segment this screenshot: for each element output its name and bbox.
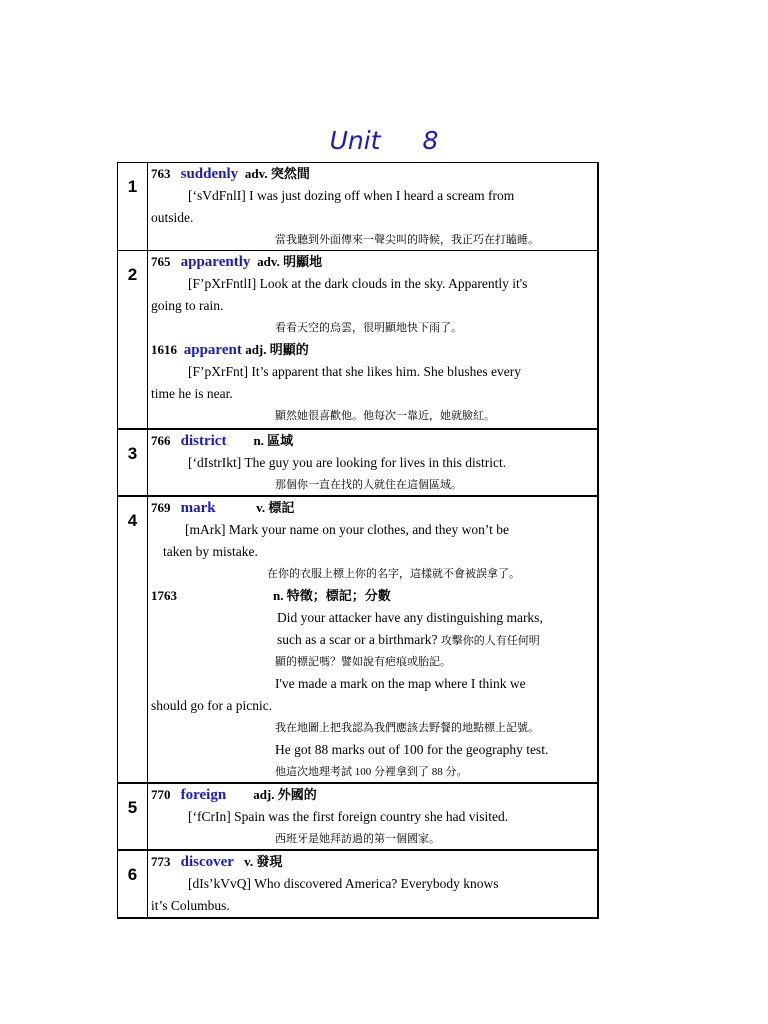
- entry-id: 770: [151, 787, 171, 802]
- entry-translation: 西班牙是她拜訪過的第一個國家。: [275, 833, 440, 845]
- entry-word: suddenly: [180, 166, 239, 182]
- row-number: 2: [118, 251, 148, 428]
- entry-translation: 當我聽到外面傳來一聲尖叫的時候，我正巧在打瞌睡。: [275, 234, 539, 246]
- entry-example-cont: outside.: [151, 210, 194, 225]
- entry-pos: n. 區域: [253, 433, 294, 448]
- entry-translation: 顯然她很喜歡他。他每次一靠近，她就臉紅。: [275, 410, 495, 422]
- entry-id: 773: [151, 854, 171, 869]
- entry-example: [151, 629, 597, 651]
- table-row: [118, 849, 597, 917]
- row-number: 5: [118, 784, 148, 849]
- entry-word: apparently: [180, 254, 251, 270]
- entry-example: [‘fCrIn] Spain was the first foreign country she had visited.: [188, 809, 509, 824]
- entry-content: [148, 251, 597, 428]
- table-row: [118, 163, 597, 250]
- entry-word: district: [180, 433, 227, 449]
- row-number: 1: [118, 163, 148, 250]
- entry-header: [151, 851, 597, 873]
- entry-pos: adj. 明顯的: [245, 342, 309, 357]
- entry-content: [148, 430, 597, 495]
- entry-translation: 看看天空的烏雲，很明顯地快下雨了。: [275, 322, 462, 334]
- entry-word: apparent: [183, 342, 242, 358]
- entry-word: mark: [180, 500, 216, 516]
- entry-example-cont: going to rain.: [151, 298, 224, 313]
- table-row: [118, 782, 597, 849]
- title-number: 8: [422, 126, 439, 155]
- entry-example: [mArk] Mark your name on your clothes, and they won’t be: [185, 522, 510, 537]
- entry-pos: n. 特徵；標記；分數: [273, 588, 391, 603]
- table-row: [118, 495, 597, 782]
- entry-example: [F’pXrFntlI] Look at the dark clouds in the sky. Apparently it's: [188, 276, 528, 291]
- entry-translation: 在你的衣服上標上你的名字，這樣就不會被誤拿了。: [267, 568, 520, 580]
- entry-header: [151, 251, 597, 273]
- entry-header: [151, 784, 597, 806]
- entry-translation: 攻擊你的人有任何明: [440, 635, 540, 647]
- entry-pos: v. 標記: [256, 500, 295, 515]
- row-number: 3: [118, 430, 148, 495]
- entry-example: Did your attacker have any distinguishing marks,: [277, 610, 543, 625]
- entry-example-cont: taken by mistake.: [163, 544, 258, 559]
- entry-example-text: such as a scar or a birthmark?: [277, 632, 438, 647]
- entry-pos: v. 發現: [244, 854, 283, 869]
- entry-translation: 我在地圖上把我認為我們應該去野餐的地點標上記號。: [275, 722, 539, 734]
- entry-content: [148, 163, 597, 250]
- entry-pos: adj. 外國的: [253, 787, 317, 802]
- vocabulary-table: [117, 162, 599, 919]
- entry-pos: adv. 突然間: [244, 166, 310, 181]
- entry-example-cont: should go for a picnic.: [151, 698, 273, 713]
- entry-pos: adv. 明顯地: [257, 254, 323, 269]
- entry-example: [‘dIstrIkt] The guy you are looking for lives in this district.: [188, 455, 507, 470]
- entry-translation: 他這次地理考試 100 分裡拿到了 88 分。: [275, 766, 468, 778]
- title-word: Unit: [329, 126, 381, 155]
- entry-example: I've made a mark on the map where I think we: [275, 676, 526, 691]
- entry-id: 765: [151, 254, 171, 269]
- entry-example: [‘sVdFnlI] I was just dozing off when I heard a scream from: [188, 188, 515, 203]
- entry-id: 1763: [151, 588, 177, 603]
- entry-header: [151, 163, 597, 185]
- table-row: [118, 250, 597, 428]
- row-number: 4: [118, 497, 148, 782]
- entry-header: [151, 430, 597, 452]
- entry-example: He got 88 marks out of 100 for the geography test.: [275, 742, 549, 757]
- table-row: [118, 428, 597, 495]
- entry-translation: 那個你一直在找的人就住在這個區域。: [275, 479, 462, 491]
- entry-id: 1616: [151, 342, 177, 357]
- entry-word: foreign: [180, 787, 227, 803]
- entry-id: 763: [151, 166, 171, 181]
- entry-word: discover: [180, 854, 234, 870]
- entry-id: 769: [151, 500, 171, 515]
- entry-header: [151, 339, 597, 361]
- entry-example: [dIs’kVvQ] Who discovered America? Everybody knows: [188, 876, 499, 891]
- entry-translation: 顯的標記嗎？譬如說有疤痕或胎記。: [275, 656, 451, 668]
- row-number: 6: [118, 851, 148, 917]
- entry-example-cont: time he is near.: [151, 386, 233, 401]
- entry-example: [F’pXrFnt] It’s apparent that she likes him. She blushes every: [188, 364, 521, 379]
- entry-example-cont: it’s Columbus.: [151, 898, 230, 913]
- entry-header: [151, 497, 597, 519]
- entry-content: [148, 497, 597, 782]
- entry-content: [148, 784, 597, 849]
- entry-id: 766: [151, 433, 171, 448]
- page-title: [0, 126, 768, 155]
- entry-header: [151, 585, 597, 607]
- entry-content: [148, 851, 597, 917]
